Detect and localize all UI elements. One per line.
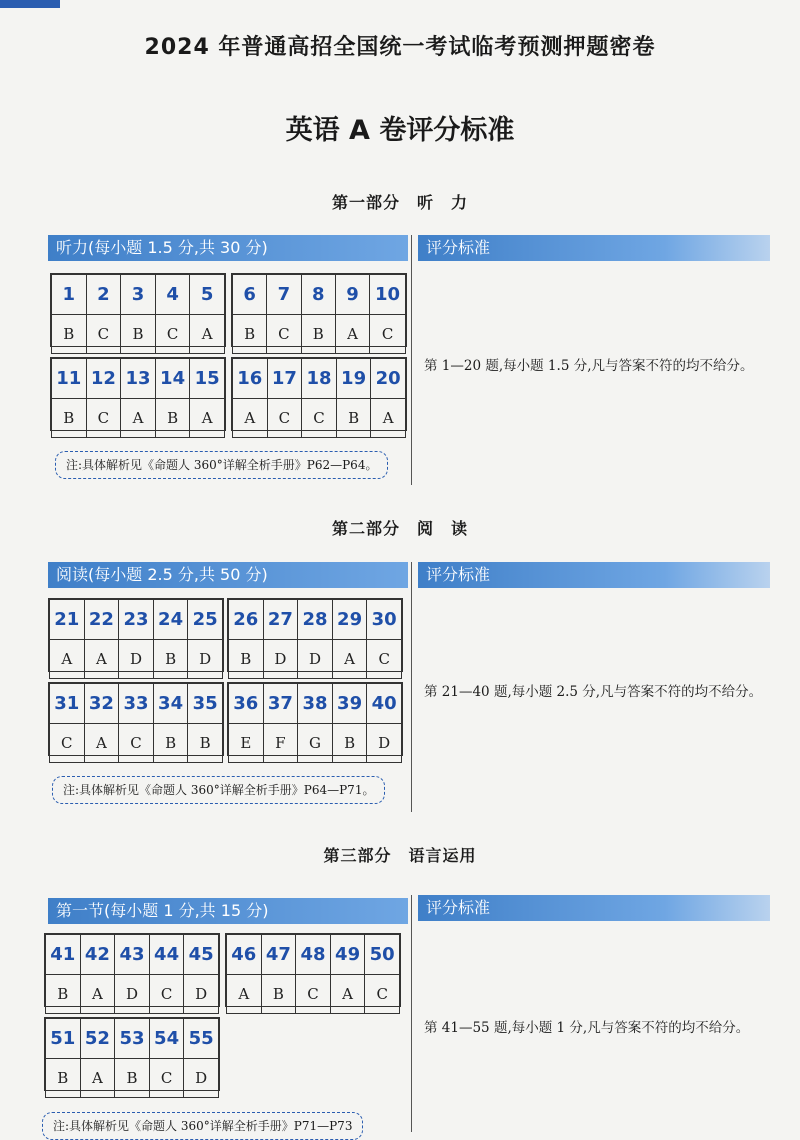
answer-cell: A [332, 640, 367, 679]
answer-cell: C [149, 1059, 184, 1098]
answer-cell: A [84, 724, 119, 763]
question-number-cell: 8 [301, 275, 335, 315]
answer-row [52, 315, 225, 354]
answer-row [50, 724, 223, 763]
answer-cell: A [330, 975, 365, 1014]
answer-cell: D [184, 1059, 219, 1098]
question-number-row [50, 684, 223, 724]
answer-cell: D [263, 640, 298, 679]
question-number-cell: 2 [86, 275, 121, 315]
answer-row [227, 975, 400, 1014]
part-title-language: 第三部分 语言运用 [323, 846, 477, 865]
answer-cell: D [119, 640, 154, 679]
question-number-cell: 23 [119, 600, 154, 640]
question-number-row [233, 275, 406, 315]
answer-cell: C [370, 315, 406, 354]
answer-table-11 [44, 1017, 220, 1091]
question-number-cell: 21 [50, 600, 85, 640]
section-bar-listening: 听力(每小题 1.5 分,共 30 分) [48, 235, 408, 261]
answer-cell: E [229, 724, 264, 763]
question-number-row [46, 1019, 219, 1059]
answer-row [50, 640, 223, 679]
answer-cell: F [263, 724, 298, 763]
question-number-cell: 55 [184, 1019, 219, 1059]
answer-cell: C [119, 724, 154, 763]
answer-cell: A [121, 399, 156, 438]
question-number-cell: 48 [296, 935, 331, 975]
question-number-cell: 54 [149, 1019, 184, 1059]
answer-table-4 [231, 357, 407, 431]
answer-cell: D [298, 640, 333, 679]
answer-cell: B [52, 399, 87, 438]
answer-cell: C [267, 399, 302, 438]
criteria-bar-reading: 评分标准 [418, 562, 770, 588]
question-number-cell: 47 [261, 935, 296, 975]
question-number-cell: 31 [50, 684, 85, 724]
question-number-cell: 37 [263, 684, 298, 724]
answer-cell: A [50, 640, 85, 679]
criteria-text-language: 第 41—55 题,每小题 1 分,凡与答案不符的均不给分。 [424, 1020, 750, 1036]
answer-table-3 [50, 357, 226, 431]
question-number-cell: 13 [121, 359, 156, 399]
answer-cell: B [229, 640, 264, 679]
answer-cell: C [149, 975, 184, 1014]
answer-row [229, 640, 402, 679]
answer-cell: B [155, 399, 190, 438]
answer-cell: C [50, 724, 85, 763]
question-number-cell: 34 [153, 684, 188, 724]
question-number-cell: 9 [335, 275, 369, 315]
answer-row [233, 399, 406, 438]
section-bar-language: 第一节(每小题 1 分,共 15 分) [48, 898, 408, 924]
answer-cell: B [336, 399, 371, 438]
question-number-row [52, 359, 225, 399]
criteria-bar-listening: 评分标准 [418, 235, 770, 261]
part-title-reading: 第二部分 阅 读 [331, 519, 468, 538]
question-number-cell: 50 [365, 935, 400, 975]
reference-note-language: 注:具体解析见《命题人 360°详解全析手册》P71—P73 [42, 1112, 363, 1140]
answer-cell: C [155, 315, 190, 354]
answer-cell: B [115, 1059, 150, 1098]
answer-cell: B [188, 724, 223, 763]
question-number-row [52, 275, 225, 315]
answer-cell: A [335, 315, 369, 354]
question-number-cell: 33 [119, 684, 154, 724]
answer-table-6 [227, 598, 403, 672]
answer-cell: A [233, 399, 268, 438]
answer-cell: C [86, 315, 121, 354]
question-number-cell: 22 [84, 600, 119, 640]
answer-table-2 [231, 273, 407, 347]
question-number-cell: 3 [121, 275, 156, 315]
question-number-cell: 30 [367, 600, 402, 640]
answer-cell: G [298, 724, 333, 763]
answer-cell: B [233, 315, 267, 354]
answer-cell: A [80, 975, 115, 1014]
question-number-cell: 4 [155, 275, 190, 315]
question-number-cell: 36 [229, 684, 264, 724]
question-number-row [233, 359, 406, 399]
question-number-cell: 5 [190, 275, 225, 315]
paper-title: 英语 A 卷评分标准 [285, 115, 515, 146]
answer-cell: B [52, 315, 87, 354]
question-number-cell: 27 [263, 600, 298, 640]
question-number-cell: 10 [370, 275, 406, 315]
question-number-cell: 15 [190, 359, 225, 399]
question-number-cell: 43 [115, 935, 150, 975]
question-number-cell: 49 [330, 935, 365, 975]
question-number-cell: 46 [227, 935, 262, 975]
question-number-cell: 44 [149, 935, 184, 975]
reference-note-listening: 注:具体解析见《命题人 360°详解全析手册》P62—P64。 [55, 451, 388, 479]
question-number-cell: 14 [155, 359, 190, 399]
question-number-row [229, 684, 402, 724]
section-bar-reading: 阅读(每小题 2.5 分,共 50 分) [48, 562, 408, 588]
question-number-cell: 6 [233, 275, 267, 315]
question-number-cell: 32 [84, 684, 119, 724]
question-number-cell: 25 [188, 600, 223, 640]
question-number-cell: 42 [80, 935, 115, 975]
answer-cell: B [332, 724, 367, 763]
answer-table-9 [44, 933, 220, 1007]
answer-cell: B [153, 724, 188, 763]
exam-title: 2024 年普通高招全国统一考试临考预测押题密卷 [144, 35, 656, 60]
question-number-cell: 17 [267, 359, 302, 399]
divider-line [411, 562, 412, 812]
answer-cell: A [80, 1059, 115, 1098]
question-number-cell: 38 [298, 684, 333, 724]
question-number-cell: 52 [80, 1019, 115, 1059]
answer-row [46, 975, 219, 1014]
question-number-row [46, 935, 219, 975]
criteria-bar-language: 评分标准 [418, 895, 770, 921]
question-number-row [227, 935, 400, 975]
question-number-cell: 7 [267, 275, 301, 315]
divider-line [411, 235, 412, 485]
answer-row [233, 315, 406, 354]
answer-cell: C [302, 399, 337, 438]
question-number-row [229, 600, 402, 640]
question-number-row [50, 600, 223, 640]
answer-cell: A [84, 640, 119, 679]
answer-table-1 [50, 273, 226, 347]
answer-row [52, 399, 225, 438]
answer-cell: C [86, 399, 121, 438]
question-number-cell: 26 [229, 600, 264, 640]
question-number-cell: 35 [188, 684, 223, 724]
answer-table-8 [227, 682, 403, 756]
question-number-cell: 24 [153, 600, 188, 640]
answer-table-7 [48, 682, 224, 756]
answer-table-5 [48, 598, 224, 672]
answer-cell: A [227, 975, 262, 1014]
answer-cell: D [184, 975, 219, 1014]
answer-cell: B [301, 315, 335, 354]
question-number-cell: 19 [336, 359, 371, 399]
question-number-cell: 53 [115, 1019, 150, 1059]
answer-cell: D [115, 975, 150, 1014]
answer-cell: C [367, 640, 402, 679]
question-number-cell: 29 [332, 600, 367, 640]
answer-row [46, 1059, 219, 1098]
answer-cell: B [153, 640, 188, 679]
question-number-cell: 12 [86, 359, 121, 399]
answer-cell: A [190, 315, 225, 354]
header-tab [0, 0, 60, 8]
answer-cell: B [46, 975, 81, 1014]
question-number-cell: 20 [371, 359, 406, 399]
answer-cell: D [367, 724, 402, 763]
question-number-cell: 39 [332, 684, 367, 724]
answer-table-10 [225, 933, 401, 1007]
question-number-cell: 28 [298, 600, 333, 640]
divider-line [411, 895, 412, 1132]
criteria-text-reading: 第 21—40 题,每小题 2.5 分,凡与答案不符的均不给分。 [424, 684, 763, 700]
question-number-cell: 41 [46, 935, 81, 975]
question-number-cell: 51 [46, 1019, 81, 1059]
question-number-cell: 45 [184, 935, 219, 975]
answer-cell: B [121, 315, 156, 354]
answer-cell: C [365, 975, 400, 1014]
question-number-cell: 18 [302, 359, 337, 399]
answer-cell: D [188, 640, 223, 679]
question-number-cell: 40 [367, 684, 402, 724]
criteria-text-listening: 第 1—20 题,每小题 1.5 分,凡与答案不符的均不给分。 [424, 358, 754, 374]
answer-cell: A [190, 399, 225, 438]
answer-cell: C [296, 975, 331, 1014]
answer-cell: C [267, 315, 301, 354]
part-title-listening: 第一部分 听 力 [331, 193, 468, 212]
question-number-cell: 1 [52, 275, 87, 315]
answer-cell: A [371, 399, 406, 438]
answer-row [229, 724, 402, 763]
answer-cell: B [261, 975, 296, 1014]
question-number-cell: 16 [233, 359, 268, 399]
question-number-cell: 11 [52, 359, 87, 399]
answer-cell: B [46, 1059, 81, 1098]
reference-note-reading: 注:具体解析见《命题人 360°详解全析手册》P64—P71。 [52, 776, 385, 804]
